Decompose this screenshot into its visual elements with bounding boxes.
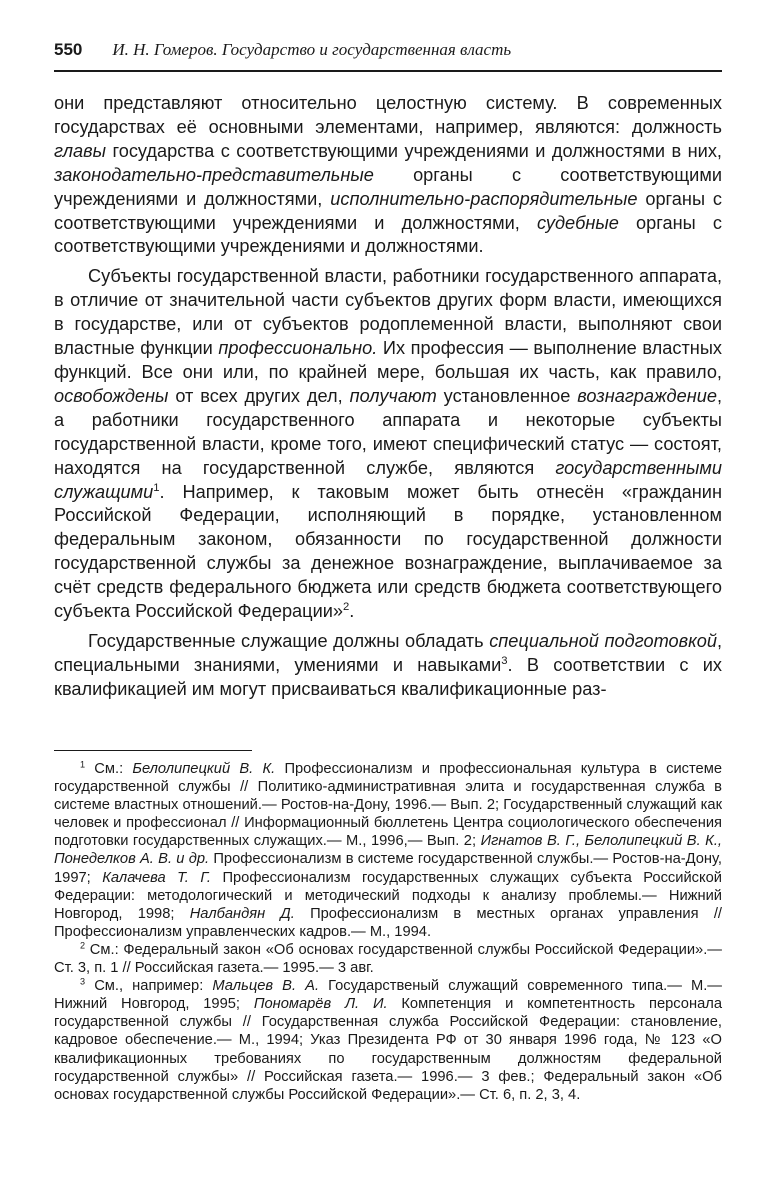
italic-text: судебные bbox=[537, 212, 619, 233]
text-run: Государственый служащий современного типа.— М.— Нижний Новгород, 1995; bbox=[54, 978, 722, 1013]
header-rule bbox=[54, 70, 722, 72]
footnote-marker: 2 bbox=[343, 601, 350, 614]
italic-text: освобождены bbox=[54, 385, 169, 406]
italic-text: главы bbox=[54, 140, 107, 161]
italic-text: Игнатов В. Г., Белолипецкий В. К., Понеделков А. В. и др. bbox=[54, 833, 722, 868]
paragraph-2 bbox=[54, 265, 722, 624]
text-run: государства с соответствующими учреждениями и должностями в них, bbox=[106, 140, 722, 161]
italic-text: Калачева Т. Г. bbox=[102, 869, 211, 886]
text-run: Профессионализм в системе государственной службы.— Ростов-на-Дону, 1997; bbox=[54, 851, 722, 886]
footnote-rule bbox=[54, 750, 252, 751]
footnote-marker: 1 bbox=[80, 759, 86, 770]
footnote-2 bbox=[54, 941, 722, 977]
text-run: Профессионализм государственных служащих субъекта Российской Федерации: методологический и методический подходы к анализу проблемы.— Нижний Новгород, 1998; bbox=[54, 869, 722, 922]
italic-text: специальной подготовкой bbox=[489, 630, 717, 651]
italic-text: исполнительно-распорядительные bbox=[330, 188, 638, 209]
text-run: Их профессия — выполнение властных функций. Все они или, по крайней мере, большая их часть, как правило, bbox=[54, 338, 723, 382]
running-head: И. Н. Гомеров. Государство и государственная власть bbox=[112, 40, 512, 59]
main-text bbox=[54, 92, 722, 702]
footnote-marker: 3 bbox=[501, 655, 508, 668]
italic-text: государственными служащими bbox=[54, 457, 722, 502]
text-run: . bbox=[349, 601, 355, 622]
text-run: См.: bbox=[85, 761, 133, 777]
italic-text: Мальцев В. А. bbox=[212, 978, 320, 995]
page-header bbox=[54, 40, 734, 60]
text-run: См.: Федеральный закон «Об основах государственной службы Российской Федерации».— Ст. 3, п. 1 // Российская газета.— 1995.— 3 авг. bbox=[54, 941, 722, 977]
footnote-3 bbox=[54, 977, 722, 1104]
text-run: , а работники государственного аппарата и некоторые субъекты государственной власти, кроме того, имеют специфический статус — состоят, находятся на государственной службе, являются bbox=[54, 385, 723, 478]
footnotes bbox=[54, 760, 722, 1104]
paragraph-1 bbox=[54, 92, 722, 259]
footnote-marker: 1 bbox=[153, 481, 160, 494]
text-run: органы с соответствующими учреждениями и должностями. bbox=[54, 212, 722, 257]
text-run: Субъекты государственной власти, работники государственного аппарата, в отличие от значительной части субъектов других форм власти, имеющихся в государстве, или от субъектов родоплеменной власти, выполняют свои властные функции bbox=[54, 266, 722, 359]
text-run: от всех других дел, bbox=[168, 385, 350, 406]
italic-text: получают bbox=[349, 385, 437, 406]
text-run: См., например: bbox=[85, 978, 213, 995]
text-run: органы с соответствующими учреждениями и должностями, bbox=[54, 188, 722, 233]
text-run: они представляют относительно целостную систему. В современных государствах её основными элементами, например, являются: должность bbox=[54, 93, 722, 137]
text-run: Профессионализм и профессиональная культура в системе государственной службы // Политико-административная элита и государственная служба в системе властных отношений.— Ростов-на-Дону, 1996.— Вып. 2; Государственный служащий как человек и профессионал // Информационный бюллетень Центра социологического обеспечения подготовки государственных служащих.— М., 1996,— Вып. 2; bbox=[54, 761, 722, 850]
footnote-marker: 3 bbox=[80, 976, 86, 987]
text-run: , специальными знаниями, умениями и навыками bbox=[54, 630, 723, 675]
text-run: Компетенция и компетентность персонала государственной службы // Государственная служба Российской Федерации: становление, кадровое обеспечение.— М., 1994; Указ Президента РФ от 30 января 1996 года, № 123 «О квалификационных требованиях по государственным должностям федеральной государственной службы» // Российская газета.— 1996.— 3 фев.; Федеральный закон «Об основах государственной службы Российской Федерации».— Ст. 6, п. 2, 3, 4. bbox=[54, 996, 722, 1103]
italic-text: вознаграждение bbox=[577, 385, 717, 406]
paragraph-3 bbox=[54, 630, 722, 702]
italic-text: Пономарёв Л. И. bbox=[253, 996, 388, 1013]
italic-text: законодательно-представительные bbox=[54, 164, 374, 185]
text-run: Государственные служащие должны обладать bbox=[88, 630, 490, 651]
text-run: . Например, к таковым может быть отнесён «гражданин Российской Федерации, исполняющий в порядке, установленном федеральным законом, обязанности по государственной должности государственной службы за денежное вознаграждение, выплачиваемое за счёт средств федерального бюджета или средств бюджета соответствующего субъекта Российской Федерации» bbox=[54, 481, 722, 622]
page-number: 550 bbox=[54, 40, 83, 59]
text-run: установленное bbox=[436, 385, 578, 406]
footnote-1 bbox=[54, 760, 722, 941]
italic-text: профессионально. bbox=[218, 338, 378, 359]
italic-text: Белолипецкий В. К. bbox=[132, 761, 276, 777]
text-run: органы с соответствующими учреждениями и должностями, bbox=[54, 164, 722, 209]
italic-text: Налбандян Д. bbox=[189, 905, 295, 922]
text-run: . В соответствии с их квалификацией им могут присваиваться квалификационные раз- bbox=[54, 654, 722, 699]
text-run: Профессионализм в местных органах управления // Профессионализм управленческих кадров.— М., 1994. bbox=[54, 905, 722, 940]
footnote-marker: 2 bbox=[80, 940, 86, 951]
